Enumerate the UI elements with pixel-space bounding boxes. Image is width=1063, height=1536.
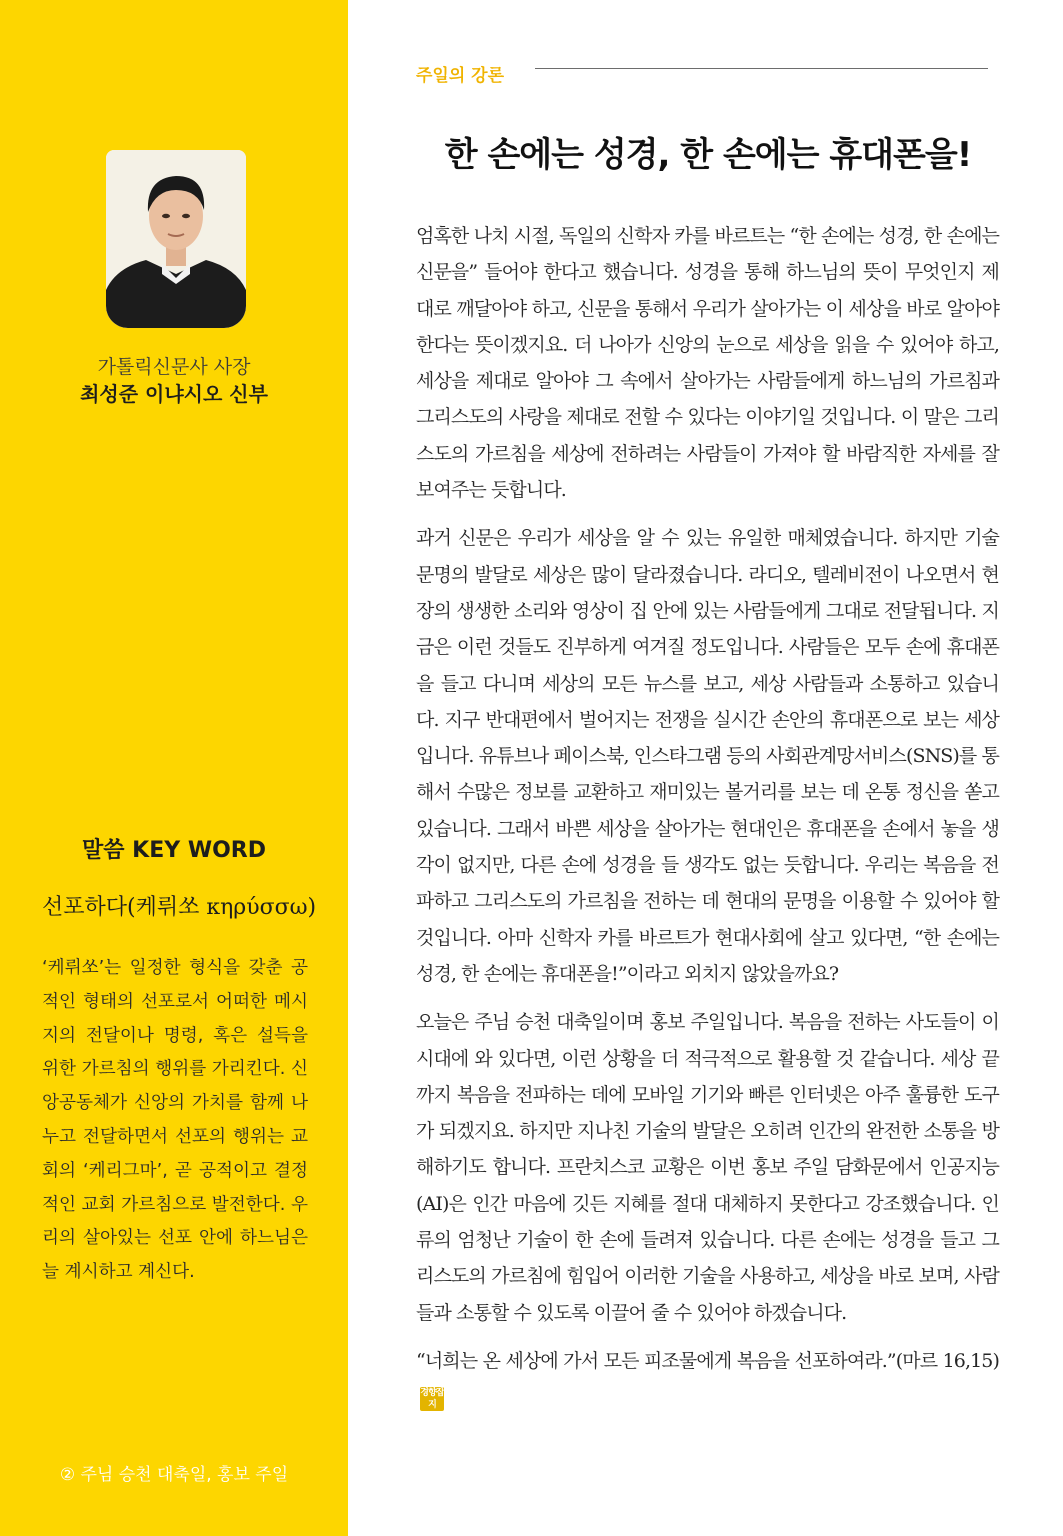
author-photo [106,150,246,328]
page-footer-note: ② 주님 승천 대축일, 홍보 주일 [59,1465,289,1485]
author-portrait-image [106,150,246,328]
article-title: 한 손에는 성경, 한 손에는 휴대폰을! [444,135,972,175]
article-body [416,218,999,1416]
author-name: 최성준 이냐시오 신부 [80,382,268,406]
section-divider [535,68,988,69]
keyword-description: ‘케뤼쏘’는 일정한 형식을 갖춘 공적인 형태의 선포로서 어떠한 메시지의 전달이나 명령, 혹은 설득을 위한 가르침의 행위를 가리킨다. 신앙공동체가 신앙의 가치를 함께 나누고 전달하면서 선포의 행위는 교회의 ‘케리그마’, 곧 공적이고 결정적인 교회 가르침으로 발전한다. 우리의 살아있는 선포 안에 하느님은 늘 계시하고 계신다. [42,958,308,1283]
article-paragraph-2: 과거 신문은 우리가 세상을 알 수 있는 유일한 매체였습니다. 하지만 기술 문명의 발달로 세상은 많이 달라졌습니다. 라디오, 텔레비전이 나오면서 현장의 생생한 소리와 영상이 집 안에 있는 사람들에게 그대로 전달됩니다. 지금은 이런 것들도 진부하게 여겨질 정도입니다. 사람들은 모두 손에 휴대폰을 들고 다니며 세상의 모든 뉴스를 보고, 세상 사람들과 소통하고 있습니다. 지구 반대편에서 벌어지는 전쟁을 실시간 손안의 휴대폰으로 보는 세상입니다. 유튜브나 페이스북, 인스타그램 등의 사회관계망서비스(SNS)를 통해서 수많은 정보를 교환하고 재미있는 볼거리를 보는 데 온통 정신을 쏟고 있습니다. 그래서 바쁜 세상을 살아가는 현대인은 휴대폰을 손에서 놓을 생각이 없지만, 다른 손에 성경을 들 생각도 없는 듯합니다. 우리는 복음을 전파하고 그리스도의 가르침을 전하는 데 현대의 문명을 이용할 수 있어야 할 것입니다. 아마 신학자 카를 바르트가 현대사회에 살고 있다면, “한 손에는 성경, 한 손에는 휴대폰을!”이라고 외치지 않았을까요? [416,527,999,985]
scripture-quote: “너희는 온 세상에 가서 모든 피조물에게 복음을 선포하여라.”(마르 16,15) [416,1349,999,1372]
article-paragraph-1: 엄혹한 나치 시절, 독일의 신학자 카를 바르트는 “한 손에는 성경, 한 손에는 신문을” 들어야 한다고 했습니다. 성경을 통해 하느님의 뜻이 무엇인지 제대로 깨달아야 하고, 신문을 통해서 우리가 살아가는 이 세상을 바로 알아야 한다는 뜻이겠지요. 더 나아가 신앙의 눈으로 세상을 읽을 수 있어야 하고, 세상을 제대로 알아야 그 속에서 살아가는 사람들에게 하느님의 가르침과 그리스도의 사랑을 제대로 전할 수 있다는 이야기일 것입니다. 이 말은 그리스도의 가르침을 세상에 전하려는 사람들이 가져야 할 바람직한 자세를 잘 보여주는 듯합니다. [416,225,999,502]
end-mark-icon: 경향잡지 [420,1388,444,1411]
article-paragraph-3: 오늘은 주님 승천 대축일이며 홍보 주일입니다. 복음을 전하는 사도들이 이 시대에 와 있다면, 이런 상황을 더 적극적으로 활용할 것 같습니다. 세상 끝까지 복음을 전파하는 데에 모바일 기기와 빠른 인터넷은 아주 훌륭한 도구가 되겠지요. 하지만 지나친 기술의 발달은 오히려 인간의 완전한 소통을 방해하기도 합니다. 프란치스코 교황은 이번 홍보 주일 담화문에서 인공지능(AI)은 인간 마음에 깃든 지혜를 절대 대체하지 못한다고 강조했습니다. 인류의 엄청난 기술이 한 손에 들려져 있습니다. 다른 손에는 성경을 들고 그리스도의 가르침에 힘입어 이러한 기술을 사용하고, 세상을 바로 보며, 사람들과 소통할 수 있도록 이끌어 줄 수 있어야 하겠습니다. [416,1011,999,1324]
article-quote [416,1343,999,1416]
author-role: 가톨릭신문사 사장 [97,356,251,378]
sidebar [0,0,348,1536]
keyword-term: 선포하다(케뤼쏘 κηρύσσω) [42,895,317,920]
keyword-heading: 말씀 KEY WORD [81,838,266,863]
section-label: 주일의 강론 [416,66,505,86]
